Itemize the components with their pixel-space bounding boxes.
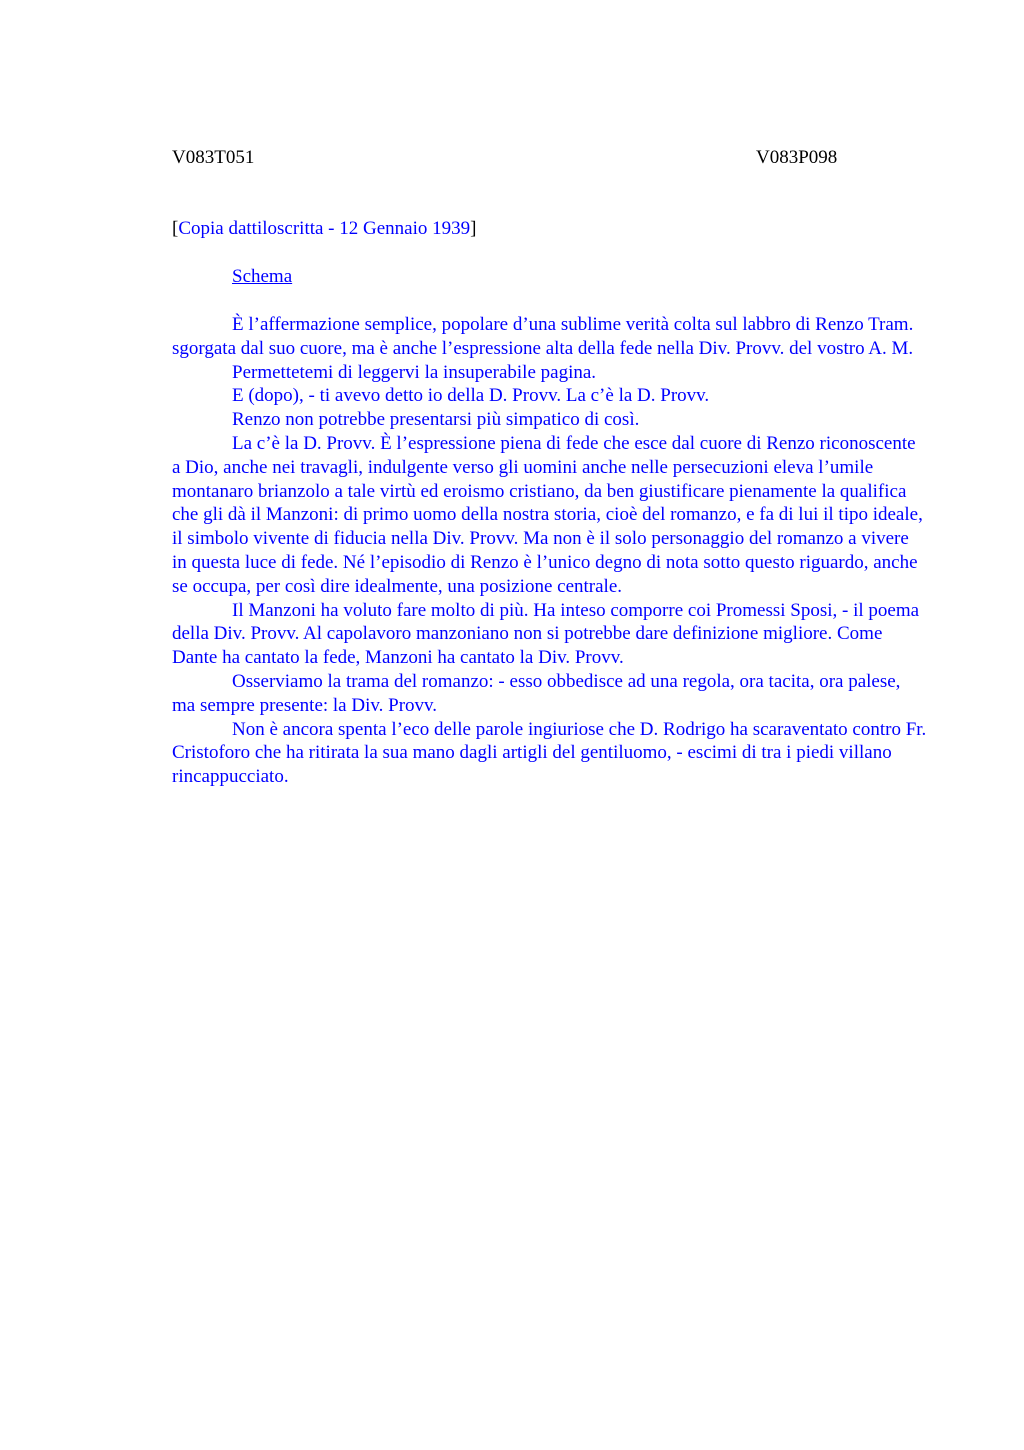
copy-note-open-bracket: [ [172, 218, 179, 239]
section-heading: Schema [232, 266, 293, 287]
copy-note [172, 217, 476, 241]
body-text [172, 313, 928, 789]
document-code-left: V083T051 [172, 147, 255, 168]
copy-note-close-bracket: ] [470, 218, 477, 239]
paragraph: È l’affermazione semplice, popolare d’una sublime verità colta sul labbro di Renzo Tram. sgorgata dal suo cuore, ma è anche l’espressione alta della fede nella Div. Provv. del vostro A. M. [172, 314, 914, 359]
paragraph: Osserviamo la trama del romanzo: - esso obbedisce ad una regola, ora tacita, ora palese, ma sempre presente: la Div. Provv. [172, 670, 901, 716]
paragraph: Permettetemi di leggervi la insuperabile pagina. [232, 361, 597, 383]
paragraph: Renzo non potrebbe presentarsi più simpatico di così. [232, 409, 640, 431]
document-code-right: V083P098 [756, 147, 838, 168]
copy-note-text: Copia dattiloscritta - 12 Gennaio 1939 [178, 218, 471, 239]
paragraph: Non è ancora spenta l’eco delle parole ingiuriose che D. Rodrigo ha scaraventato contro Fr. Cristoforo che ha ritirata la sua mano dagli artigli del gentiluomo, - escimi di tra i piedi villano rincappucciato. [172, 718, 927, 788]
paragraph: Il Manzoni ha voluto fare molto di più. Ha inteso comporre coi Promessi Sposi, - il poema della Div. Provv. Al capolavoro manzoniano non si potrebbe dare definizione migliore. Come Dante ha cantato la fede, Manzoni ha cantato la Div. Provv. [172, 599, 920, 669]
paragraph: E (dopo), - ti avevo detto io della D. Provv. La c’è la D. Provv. [232, 385, 710, 407]
paragraph: La c’è la D. Provv. È l’espressione piena di fede che esce dal cuore di Renzo riconoscente a Dio, anche nei travagli, indulgente verso gli uomini anche nelle persecuzioni eleva l’umile montanaro brianzolo a tale virtù ed eroismo cristiano, da ben giustificare pienamente la qualifica che gli dà il Manzoni: di primo uomo della nostra storia, cioè del romanzo, e fa di lui il tipo ideale, il simbolo vivente di fiducia nella Div. Provv. Ma non è il solo personaggio del romanzo a vivere in questa luce di fede. Né l’episodio di Renzo è l’unico degno di nota sotto questo riguardo, anche se occupa, per così dire idealmente, una posizione centrale. [172, 432, 923, 597]
